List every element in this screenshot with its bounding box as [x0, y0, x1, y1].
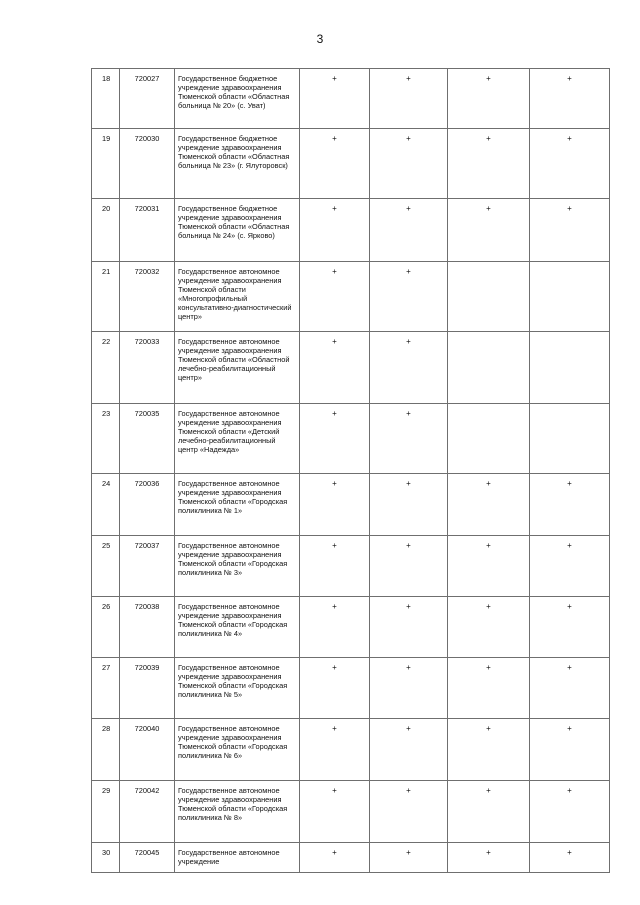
mark-cell: + — [530, 69, 610, 129]
institution-code: 720045 — [120, 843, 175, 873]
institution-code: 720027 — [120, 69, 175, 129]
row-number: 18 — [92, 69, 120, 129]
mark-cell: + — [448, 843, 530, 873]
mark-cell — [448, 262, 530, 332]
table-row — [92, 474, 610, 536]
row-number: 19 — [92, 129, 120, 199]
institution-name: Государственное автономное учреждение здравоохранения Тюменской области «Городская поликлиника № 1» — [175, 474, 300, 536]
institution-name: Государственное автономное учреждение здравоохранения Тюменской области «Городская поликлиника № 6» — [175, 719, 300, 781]
row-number: 20 — [92, 199, 120, 262]
table-row — [92, 199, 610, 262]
mark-cell: + — [448, 474, 530, 536]
row-number: 29 — [92, 781, 120, 843]
table-row — [92, 781, 610, 843]
mark-cell — [530, 332, 610, 404]
mark-cell: + — [448, 658, 530, 719]
institution-code: 720040 — [120, 719, 175, 781]
mark-cell: + — [370, 199, 448, 262]
institution-code: 720031 — [120, 199, 175, 262]
institution-name: Государственное автономное учреждение здравоохранения Тюменской области «Городская поликлиника № 3» — [175, 536, 300, 597]
mark-cell: + — [448, 597, 530, 658]
mark-cell: + — [448, 129, 530, 199]
row-number: 25 — [92, 536, 120, 597]
table-row — [92, 719, 610, 781]
institution-name: Государственное автономное учреждение здравоохранения Тюменской области «Детский лечебно-реабилитационный центр «Надежда» — [175, 404, 300, 474]
mark-cell: + — [300, 129, 370, 199]
institution-code: 720039 — [120, 658, 175, 719]
mark-cell: + — [530, 536, 610, 597]
page-number: 3 — [316, 32, 324, 46]
institutions-table — [91, 68, 610, 873]
table-row — [92, 262, 610, 332]
mark-cell: + — [370, 474, 448, 536]
institution-name: Государственное автономное учреждение здравоохранения Тюменской области «Городская поликлиника № 4» — [175, 597, 300, 658]
mark-cell: + — [530, 781, 610, 843]
mark-cell: + — [530, 474, 610, 536]
institution-name: Государственное автономное учреждение здравоохранения Тюменской области «Городская поликлиника № 5» — [175, 658, 300, 719]
mark-cell: + — [448, 536, 530, 597]
table-row — [92, 536, 610, 597]
mark-cell: + — [530, 719, 610, 781]
institution-name: Государственное бюджетное учреждение здравоохранения Тюменской области «Областная больница № 23» (г. Ялуторовск) — [175, 129, 300, 199]
mark-cell: + — [370, 658, 448, 719]
mark-cell: + — [300, 474, 370, 536]
institution-code: 720033 — [120, 332, 175, 404]
mark-cell: + — [448, 781, 530, 843]
institution-code: 720037 — [120, 536, 175, 597]
table-row — [92, 597, 610, 658]
mark-cell: + — [370, 536, 448, 597]
institution-code: 720035 — [120, 404, 175, 474]
mark-cell — [530, 404, 610, 474]
mark-cell: + — [300, 262, 370, 332]
mark-cell: + — [370, 781, 448, 843]
row-number: 24 — [92, 474, 120, 536]
mark-cell: + — [370, 69, 448, 129]
institution-name: Государственное бюджетное учреждение здравоохранения Тюменской области «Областная больница № 20» (с. Уват) — [175, 69, 300, 129]
mark-cell: + — [530, 129, 610, 199]
institution-code: 720032 — [120, 262, 175, 332]
mark-cell: + — [300, 843, 370, 873]
mark-cell — [530, 262, 610, 332]
table-row — [92, 658, 610, 719]
institution-name: Государственное автономное учреждение здравоохранения Тюменской области «Многопрофильный консультативно-диагностический центр» — [175, 262, 300, 332]
mark-cell: + — [370, 843, 448, 873]
institution-name: Государственное автономное учреждение — [175, 843, 300, 873]
mark-cell: + — [370, 129, 448, 199]
institution-name: Государственное бюджетное учреждение здравоохранения Тюменской области «Областная больница № 24» (с. Ярково) — [175, 199, 300, 262]
table-row — [92, 69, 610, 129]
mark-cell: + — [530, 843, 610, 873]
mark-cell: + — [530, 199, 610, 262]
mark-cell: + — [448, 719, 530, 781]
table-row — [92, 404, 610, 474]
row-number: 27 — [92, 658, 120, 719]
mark-cell: + — [370, 332, 448, 404]
institution-code: 720038 — [120, 597, 175, 658]
mark-cell: + — [370, 404, 448, 474]
mark-cell: + — [300, 719, 370, 781]
mark-cell: + — [448, 69, 530, 129]
mark-cell: + — [530, 597, 610, 658]
mark-cell: + — [300, 658, 370, 719]
table-row — [92, 843, 610, 873]
mark-cell: + — [370, 597, 448, 658]
mark-cell: + — [300, 536, 370, 597]
mark-cell: + — [530, 658, 610, 719]
mark-cell: + — [370, 262, 448, 332]
mark-cell: + — [300, 332, 370, 404]
row-number: 22 — [92, 332, 120, 404]
mark-cell: + — [300, 404, 370, 474]
row-number: 30 — [92, 843, 120, 873]
institution-name: Государственное автономное учреждение здравоохранения Тюменской области «Областной лечебно-реабилитационный центр» — [175, 332, 300, 404]
institution-code: 720036 — [120, 474, 175, 536]
institution-code: 720030 — [120, 129, 175, 199]
mark-cell: + — [300, 597, 370, 658]
institution-code: 720042 — [120, 781, 175, 843]
row-number: 21 — [92, 262, 120, 332]
mark-cell: + — [300, 69, 370, 129]
mark-cell: + — [370, 719, 448, 781]
row-number: 26 — [92, 597, 120, 658]
mark-cell — [448, 404, 530, 474]
institution-name: Государственное автономное учреждение здравоохранения Тюменской области «Городская поликлиника № 8» — [175, 781, 300, 843]
table-row — [92, 332, 610, 404]
mark-cell — [448, 332, 530, 404]
table-row — [92, 129, 610, 199]
row-number: 23 — [92, 404, 120, 474]
mark-cell: + — [448, 199, 530, 262]
row-number: 28 — [92, 719, 120, 781]
mark-cell: + — [300, 199, 370, 262]
mark-cell: + — [300, 781, 370, 843]
